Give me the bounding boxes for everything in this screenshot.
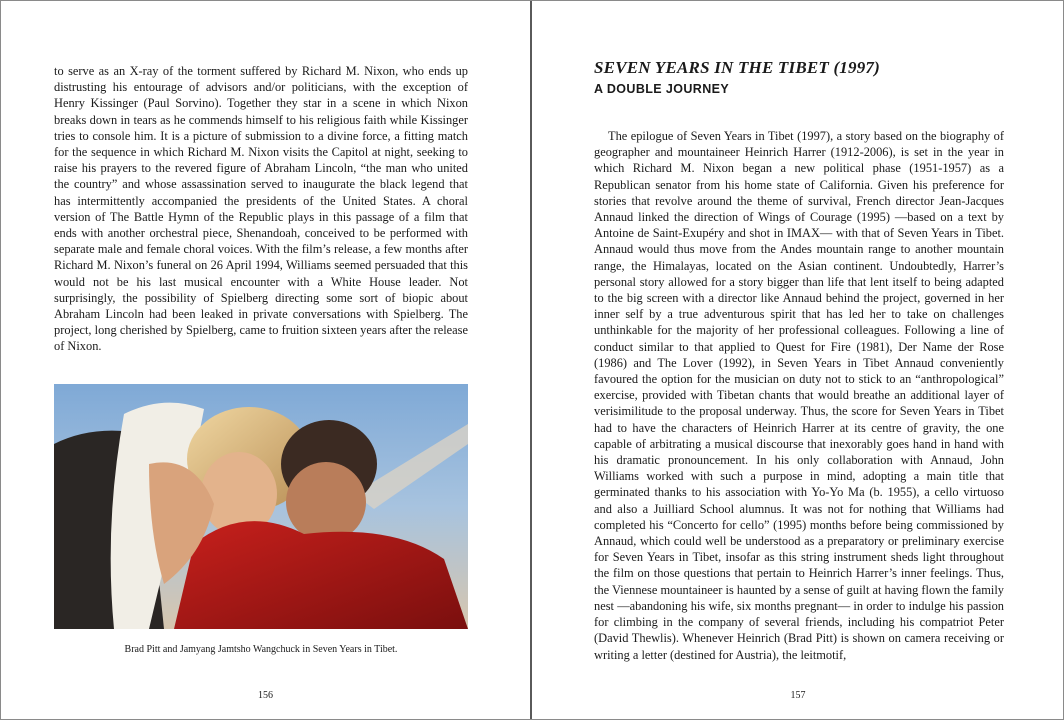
right-body-paragraph: The epilogue of Seven Years in Tibet (1997), a story based on the biography of geographer and mountaineer Heinrich Harrer (1912-2006), is set in the year in which Richard M. Nixon began a new political phase (1951-1957) as a Republican senator from his home state of California. Given his preference for stories that revolve around the theme of survival, French director Jean-Jacques Annaud linked the direction of Wings of Courage (1995) —based on a text by Antoine de Saint-Exupéry and shot in IMAX— with that of Seven Years in Tibet. Annaud would thus move from the Andes mountain range to another mountain range, the Himalayas, located on the Asian continent. Undoubtedly, Harrer’s personal story allowed for a story bigger than life that lent itself to being adapted to the big screen with a director like Annaud behind the project, governed in her inner self by a true adventurous spirit that has led her to take on challenges unthinkable for the majority of her professional colleagues. Following a line of conduct similar to that applied to Quest for Fire (1981), Der Name der Rose (1986) and The Lover (1992), in Seven Years in Tibet Annaud conveniently favoured the option for the musician on duty not to stick to an “anthropological” exercise, provided with Tibetan chants that would breathe an additional layer of verisimilitude to the proposal underway. Thus, the score for Seven Years in Tibet had to have the characters of Heinrich Harrer at its centre of gravity, the one capable of arbitrating a musical discourse that inexorably goes hand in hand with his dramatic pronouncement. In his only collaboration with Annaud, John Williams worked with such a purpose in mind, adopting a main title that germinated thanks to his association with Yo-Yo Ma (b. 1955), a cello virtuoso and also a Juilliard School alumnus. It was not for nothing that Williams had completed his “Concerto for cello” (1995) months before being commissioned by Annaud, which could well be understood as a preparatory or preliminary exercise for Seven Years in Tibet, insofar as this string instrument sheds light throughout the film on those questions that pertain to Heinrich Harrer’s inner feelings. Thus, the Viennese mountaineer is haunted by a sense of guilt at having flown the family nest —abandoning his wife, six months pregnant— in order to indulge his passion for climbing in the company of several friends, including his compatriot Peter (David Thewlis). Whenever Heinrich (Brad Pitt) is shown on camera receiving or writing a letter (destined for Austria), the leitmotif, xyxy=(594,129,1004,662)
left-page xyxy=(0,0,531,720)
photo-caption: Brad Pitt and Jamyang Jamtsho Wangchuck in Seven Years in Tibet. xyxy=(124,644,398,655)
right-page xyxy=(532,0,1064,720)
page-number-left: 156 xyxy=(258,690,273,701)
page-number-right: 157 xyxy=(790,690,806,701)
film-still-photo xyxy=(54,384,468,629)
chapter-title: SEVEN YEARS IN THE TIBET (1997) xyxy=(594,58,880,77)
chapter-subtitle: A DOUBLE JOURNEY xyxy=(594,82,730,96)
left-body-paragraph: to serve as an X-ray of the torment suffered by Richard M. Nixon, who ends up distrusting his entourage of advisors and/or politicians, with the exception of Henry Kissinger (Paul Sorvino). Together they star in a scene in which Nixon breaks down in tears as he commends himself to his religious faith while Kissinger tries to console him. It is a picture of submission to a divine force, a fitting match for the sequence in which Richard M. Nixon visits the Capitol at night, seeking to raise his prayers to the revered figure of Abraham Lincoln, “the man who united the country” and whose assassination served to inaugurate the black legend that has intermittently accompanied the presidents of the United States. A choral version of The Battle Hymn of the Republic plays in this passage of a film that ends with another orchestral piece, Shenandoah, conceived to be performed with separate male and female choral voices. With the film’s release, a few months after Richard M. Nixon’s funeral on 26 April 1994, Williams seemed persuaded that this would not be his last musical encounter with a White House leader. Not surprisingly, the possibility of Spielberg directing some sort of biopic about Abraham Lincoln had been leaked in private conversations with Spielberg. The project, long cherished by Spielberg, came to fruition sixteen years after the release of Nixon. xyxy=(54,64,468,354)
